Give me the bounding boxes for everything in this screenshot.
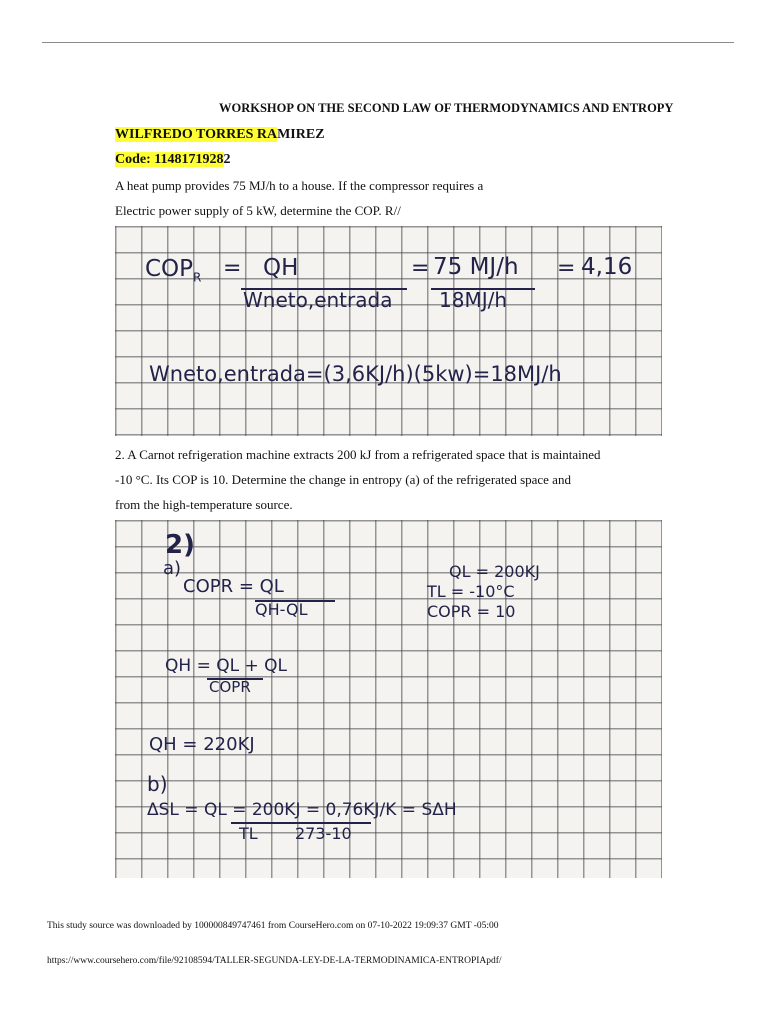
top-rule (42, 42, 734, 43)
hw2-part-b: b) (147, 772, 168, 796)
problem2-line2: -10 °C. Its COP is 10. Determine the change in entropy (a) of the refrigerated space and (115, 472, 571, 487)
hw2-ds-eq: ΔSL = QL = 200KJ = 0,76KJ/K = SΔH (147, 800, 457, 820)
hw2-qh-den: COPR (209, 678, 251, 696)
hw1-eq3: = (557, 256, 576, 281)
author-name-rest: MIREZ (277, 127, 325, 142)
hw2-ds-den1: TL (239, 824, 258, 843)
hw1-result: 4,16 (581, 254, 633, 280)
hw2-given-cop: COPR = 10 (427, 602, 516, 621)
hw1-wnet: Wneto,entrada (243, 288, 393, 312)
student-code-highlighted: Code: 1148171928 (115, 152, 224, 167)
hw2-qh-eq: QH = QL + QL (165, 656, 287, 676)
hw1-line2: Wneto,entrada=(3,6KJ/h)(5kw)=18MJ/h (149, 362, 562, 386)
hw1-eq2: = (411, 256, 430, 281)
problem1-line1: A heat pump provides 75 MJ/h to a house. If the compressor requires a (115, 178, 484, 193)
source-url: https://www.coursehero.com/file/92108594/TALLER-SEGUNDA-LEY-DE-LA-TERMODINAMICA-ENTROPIApdf/ (47, 956, 502, 966)
hw1-val-den: 18MJ/h (439, 288, 508, 312)
hw2-cop-den: QH-QL (255, 600, 308, 619)
student-code (115, 152, 231, 168)
hw1-qh: QH (263, 255, 299, 281)
hw2-ds-den2: 273-10 (295, 824, 352, 843)
hw1-eq1: = (223, 256, 242, 281)
document-title: WORKSHOP ON THE SECOND LAW OF THERMODYNAMICS AND ENTROPY (219, 101, 674, 115)
hw2-number: 2) (165, 530, 195, 560)
handwritten-solution-2 (115, 520, 662, 878)
problem1-line2: Electric power supply of 5 kW, determine the COP. R// (115, 203, 401, 218)
problem2-line3: from the high-temperature source. (115, 497, 293, 512)
hw2-given-ql: QL = 200KJ (449, 562, 540, 581)
hw2-qh-result: QH = 220KJ (149, 734, 255, 755)
download-notice: This study source was downloaded by 100000849747461 from CourseHero.com on 07-10-2022 19:09:37 GMT -05:00 (47, 921, 499, 931)
hw2-cop-eq: COPR = QL (183, 576, 284, 597)
hw1-val-num: 75 MJ/h (433, 254, 519, 280)
hw2-given-tl: TL = -10°C (427, 582, 515, 601)
author-name-highlighted: WILFREDO TORRES RA (115, 127, 278, 142)
handwritten-solution-1 (115, 226, 662, 436)
problem2-line1: 2. A Carnot refrigeration machine extracts 200 kJ from a refrigerated space that is maintained (115, 447, 601, 462)
author-name (115, 127, 325, 143)
student-code-rest: 2 (223, 152, 231, 167)
hw2-part-a: a) (163, 558, 182, 579)
hw1-cop-label: $COP_R$ (145, 256, 202, 285)
